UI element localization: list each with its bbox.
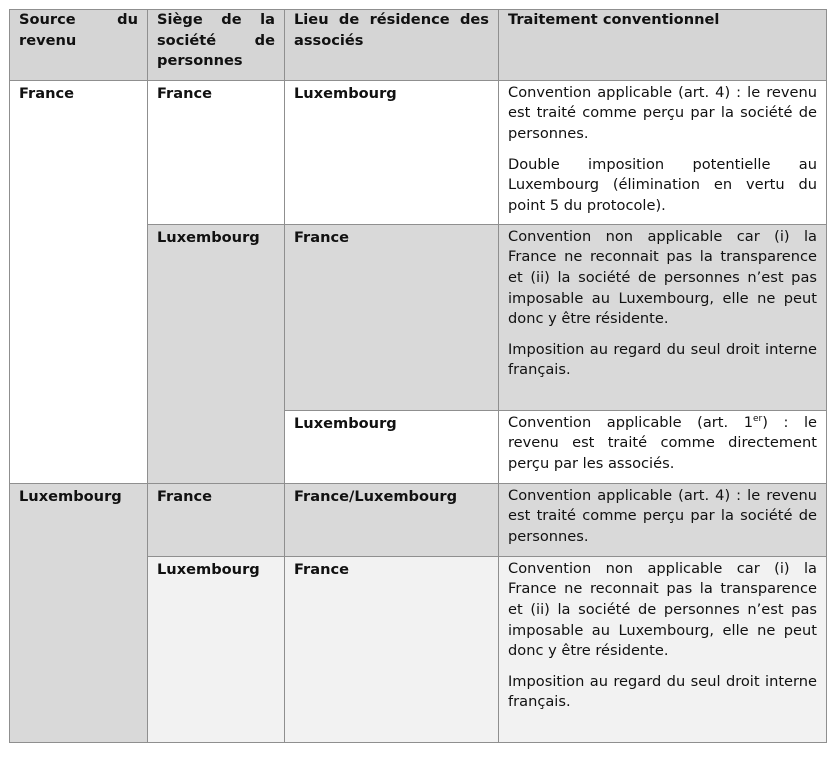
traitement-paragraph: Double imposition potentielle au Luxembourg (élimination en vertu du point 5 du protocole). bbox=[508, 155, 817, 214]
traitement-cell bbox=[499, 556, 827, 742]
lieu-cell: France bbox=[285, 556, 499, 742]
document bbox=[9, 9, 826, 743]
lieu-cell: Luxembourg bbox=[285, 410, 499, 483]
siege-cell: Luxembourg bbox=[148, 556, 285, 742]
lieu-cell: Luxembourg bbox=[285, 80, 499, 224]
table-row bbox=[10, 483, 827, 556]
siege-cell: France bbox=[148, 80, 285, 224]
traitement-cell bbox=[499, 483, 827, 556]
traitement-paragraph: Imposition au regard du seul droit interne français. bbox=[508, 340, 817, 379]
lieu-cell: France bbox=[285, 224, 499, 410]
superscript: er bbox=[753, 413, 763, 424]
traitement-paragraph: Convention non applicable car (i) la France ne reconnait pas la transparence et (ii) la société de personnes n’est pas imposable au Luxembourg, elle ne peut donc y être résidente. bbox=[508, 559, 817, 660]
siege-cell: France bbox=[148, 483, 285, 556]
header-source: Source du revenu bbox=[10, 10, 148, 81]
header-row bbox=[10, 10, 827, 81]
siege-cell: Luxembourg bbox=[148, 224, 285, 483]
lieu-cell: France/Luxembourg bbox=[285, 483, 499, 556]
source-cell: Luxembourg bbox=[10, 483, 148, 742]
traitement-paragraph: Convention applicable (art. 4) : le revenu est traité comme perçu par la société de personnes. bbox=[508, 83, 817, 142]
header-traitement: Traitement conventionnel bbox=[499, 10, 827, 81]
traitement-paragraph: Convention applicable (art. 4) : le revenu est traité comme perçu par la société de personnes. bbox=[508, 486, 817, 545]
traitement-cell bbox=[499, 224, 827, 410]
source-cell: France bbox=[10, 80, 148, 483]
header-lieu: Lieu de résidence des associés bbox=[285, 10, 499, 81]
tax-treatment-table bbox=[9, 9, 827, 743]
table-row bbox=[10, 80, 827, 224]
traitement-cell bbox=[499, 80, 827, 224]
traitement-paragraph: Convention non applicable car (i) la France ne reconnait pas la transparence et (ii) la société de personnes n’est pas imposable au Luxembourg, elle ne peut donc y être résidente. bbox=[508, 227, 817, 328]
traitement-paragraph: Convention applicable (art. 1er) : le revenu est traité comme directement perçu par les associés. bbox=[508, 413, 818, 472]
traitement-paragraph: Imposition au regard du seul droit interne français. bbox=[508, 672, 817, 711]
header-siege: Siège de la société de personnes bbox=[148, 10, 285, 81]
traitement-cell bbox=[499, 410, 827, 483]
